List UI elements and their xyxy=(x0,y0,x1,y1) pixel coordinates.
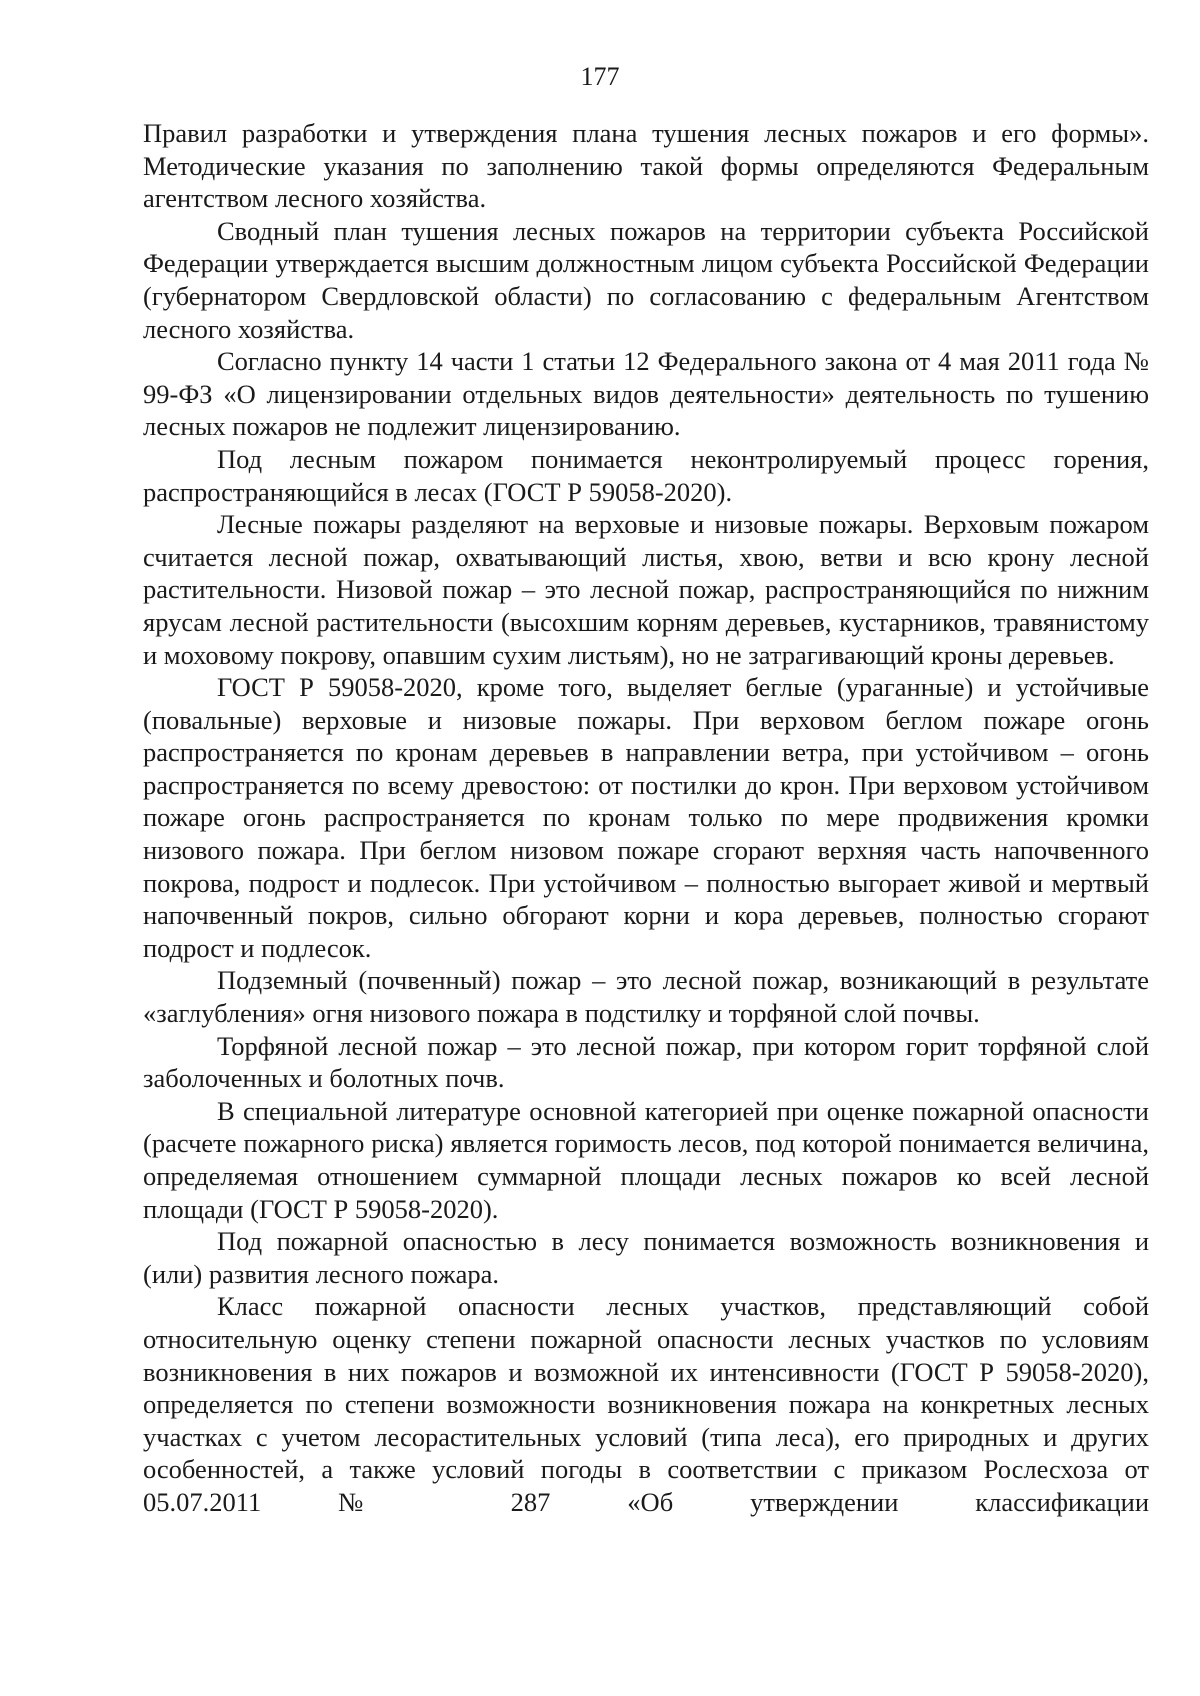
page-number: 177 xyxy=(580,62,620,91)
paragraph-forest-fire-definition: Под лесным пожаром понимается неконтролируемый процесс горения, распространяющийся в лесах (ГОСТ Р 59058-2020). xyxy=(143,443,1149,507)
document-body xyxy=(143,117,1149,1519)
paragraph-fire-hazard: Под пожарной опасностью в лесу понимается возможность возникновения и (или) развития лесного пожара. xyxy=(143,1226,1149,1289)
paragraph-fire-types: Лесные пожары разделяют на верховые и низовые пожары. Верховым пожаром считается лесной пожар, охватывающий листья, хвою, ветви и всю крону лесной растительности. Низовой пожар – это лесной пожар, распространяющийся по нижним ярусам лесной растительности (высохшим корням деревьев, кустарников, травянистому и моховому покрову, опавшим сухим листьям), но не затрагивающий кроны деревьев. xyxy=(143,509,1149,670)
paragraph-hazard-class: Класс пожарной опасности лесных участков, представляющий собой относительную оценку степени пожарной опасности лесных участков по условиям возникновения в них пожаров и возможной их интенсивности (ГОСТ Р 59058-2020), определяется по степени возможности возникновения пожара на конкретных лесных участках с учетом лесорастительных условий (типа леса), его природных и других особенностей, а также условий погоды в соответствии с приказом Рослесхоза от 05.07.2011 № 287 «Об утверждении классификации xyxy=(143,1291,1149,1517)
paragraph-continuation: Правил разработки и утверждения плана тушения лесных пожаров и его формы». Методические указания по заполнению такой формы определяются Федеральным агентством лесного хозяйства. xyxy=(143,118,1149,214)
paragraph-gost-classification: ГОСТ Р 59058-2020, кроме того, выделяет беглые (ураганные) и устойчивые (повальные) верховые и низовые пожары. При верховом беглом пожаре огонь распространяется по кронам деревьев в направлении ветра, при устойчивом – огонь распространяется по всему древостою: от постилки до крон. При верховом устойчивом пожаре огонь распространяется по кронам только по мере продвижения кромки низового пожара. При беглом низовом пожаре сгорают верхняя часть напочвенного покрова, подрост и подлесок. При устойчивом – полностью выгорает живой и мертвый напочвенный покров, сильно обгорают корни и кора деревьев, полностью сгорают подрост и подлесок. xyxy=(143,672,1149,963)
paragraph-licensing: Согласно пункту 14 части 1 статьи 12 Федерального закона от 4 мая 2011 года № 99-ФЗ «О лицензировании отдельных видов деятельности» деятельность по тушению лесных пожаров не подлежит лицензированию. xyxy=(143,346,1149,442)
paragraph-peat-fire: Торфяной лесной пожар – это лесной пожар, при котором горит торфяной слой заболоченных и болотных почв. xyxy=(143,1030,1149,1094)
paragraph-consolidated-plan: Сводный план тушения лесных пожаров на территории субъекта Российской Федерации утверждается высшим должностным лицом субъекта Российской Федерации (губернатором Свердловской области) по согласованию с федеральным Агентством лесного хозяйства. xyxy=(143,215,1149,344)
paragraph-flammability: В специальной литературе основной категорией при оценке пожарной опасности (расчете пожарного риска) является горимость лесов, под которой понимается величина, определяемая отношением суммарной площади лесных пожаров ко всей лесной площади (ГОСТ Р 59058-2020). xyxy=(143,1095,1149,1224)
paragraph-underground-fire: Подземный (почвенный) пожар – это лесной пожар, возникающий в результате «заглубления» огня низового пожара в подстилку и торфяной слой почвы. xyxy=(143,965,1149,1029)
